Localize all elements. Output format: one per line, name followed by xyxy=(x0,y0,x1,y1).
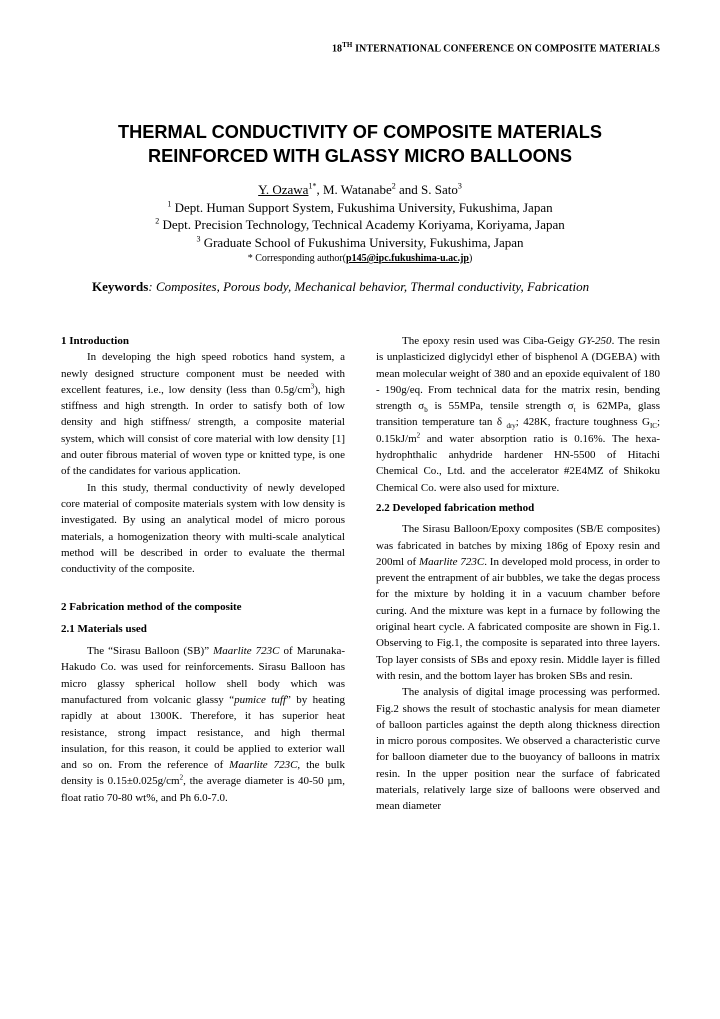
author-block xyxy=(60,181,660,266)
paragraph: The epoxy resin used was Ciba-Geigy GY-250. The resin is unplasticized diglycidyl ether of bisphenol A (DGEBA) with mean molecular weight of 380 and an epoxide equivalent of 180 - 190g/eq. From technical data for the matrix resin, bending strength $\sigma_b$ is 55MPa, tensile strength $\sigma_t$ is 62MPa, glass transition temperature tan δ $_{dry}$; 428K, fracture toughness $G_{IC}$; $0.15kJ/m^2$ and water absorption ratio is 0.16%. The hexa-hydrophthalic anhydride hardener HN-5500 of Hitachi Chemical Co., Ltd. and the accelerator #2E4MZ of Shikoku Chemical Co. were also used for mixture. xyxy=(376,335,660,494)
paragraph: In developing the high speed robotics hand system, a newly designed structure component must be needed with excellent features, i.e., low density (less than $0.5g/cm^3$), high stiffness and high strength. In order to satisfy both of low density and high stiffness/ strength, a composite material system, which will consist of core material with low density [1] and outer fibrous material of woven type or knitted type, is one of the candidates for various application. xyxy=(61,351,345,478)
affiliation-1: $^1$ Dept. Human Support System, Fukushima University, Fukushima, Japan xyxy=(167,199,553,215)
paragraph: In this study, thermal conductivity of newly developed core material of composite materials system with low density is investigated. By using an analytical model of micro porous materials, a homogenization theory with multi-scale analytical method will be described in order to evaluate the thermal conductivity of the composite. xyxy=(61,481,345,576)
title-line-2: REINFORCED WITH GLASSY MICRO BALLOONS xyxy=(147,146,573,166)
paragraph: The “Sirasu Balloon (SB)” Maarlite 723C of Marunaka-Hakudo Co. was used for reinforcements. Sirasu Balloon has micro glassy spherical hollow shell body which was manufactured from volcanic glassy “pumice tuff” by heating rapidly at about 1300K. Therefore, it has superior heat resistance, strong impact resistance, and high thermal insulation, for this reason, it could be applied to exterior wall and so on. From the reference of Maarlite 723C, the bulk density is $0.15\pm 0.025g/cm^2$, the average diameter is 40-50 µm, float ratio 70-80 wt%, and Ph 6.0-7.0. xyxy=(61,645,345,804)
left-column xyxy=(61,333,345,806)
paragraph: The Sirasu Balloon/Epoxy composites (SB/E composites) was fabricated in batches by mixing 186g of Epoxy resin and 200ml of Maarlite 723C. In developed mold process, in order to prevent the entrapment of air bubbles, we take the degas process for the mixture by holding it in a vacuum chamber before curing. And the mixture was kept in a furnace by following the original heart cycle. A fabricated composite are shown in Fig.1. Observing to Fig.1, the composite is separated into three layers. Top layer consists of SBs and epoxy resin. Middle layer is filled with resin, and the bottom layer has broken SBs and resin. xyxy=(376,523,660,682)
affiliation-2: $^2$ Dept. Precision Technology, Technical Academy Koriyama, Koriyama, Japan xyxy=(155,216,565,232)
keywords-label: Keywords xyxy=(92,279,149,294)
email-link[interactable]: p145@ipc.fukushima-u.ac.jp xyxy=(346,253,469,264)
author-list: Y. Ozawa$^{1*}$, M. Watanabe$^2$ and S. Sato$^3$ xyxy=(258,181,462,197)
corresponding-author: * Corresponding author(p145@ipc.fukushima-u.ac.jp) xyxy=(247,253,473,264)
subsection-heading-materials: 2.1 Materials used xyxy=(61,622,147,635)
keywords-text: Composites, Porous body, Mechanical behavior, Thermal conductivity, Fabrication xyxy=(155,279,590,294)
paper-title xyxy=(60,120,660,168)
running-head: 18TH INTERNATIONAL CONFERENCE ON COMPOSITE MATERIALS xyxy=(331,41,660,55)
paragraph: The analysis of digital image processing was performed. Fig.2 shows the result of stochastic analysis for mean diameter of balloon particles against the depth along thickness direction in micro porous composites. We observed a characteristic curve for balloon diameter due to the buoyancy of balloons in matrix resin. In the upper position near the surface of fabricated materials, relatively large size of balloons were observed and mean diameter xyxy=(376,686,660,813)
section-heading-fabrication: 2 Fabrication method of the composite xyxy=(61,601,242,614)
right-column xyxy=(376,333,660,815)
keywords: Keywords: Composites, Porous body, Mechanical behavior, Thermal conductivity, Fabrication xyxy=(92,279,590,294)
author-ozawa: Y. Ozawa xyxy=(258,182,309,197)
section-heading-introduction: 1 Introduction xyxy=(61,335,129,347)
title-line-1: THERMAL CONDUCTIVITY OF COMPOSITE MATERIALS xyxy=(118,122,602,142)
affiliation-3: $^3$ Graduate School of Fukushima University, Fukushima, Japan xyxy=(196,234,524,250)
subsection-heading-fabrication-method: 2.2 Developed fabrication method xyxy=(376,501,535,514)
